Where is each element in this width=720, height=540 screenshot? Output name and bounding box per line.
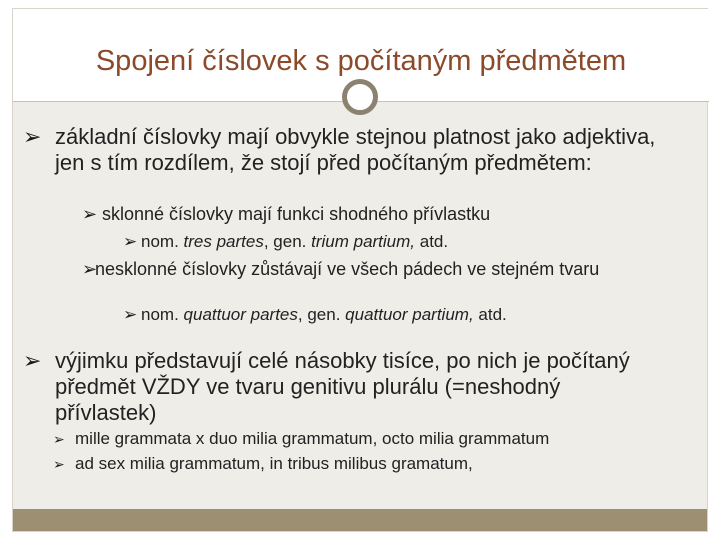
arrow-bullet-icon: ➢ bbox=[53, 431, 65, 447]
example-2-nom: quattuor partes bbox=[183, 305, 298, 324]
ring-ornament-icon bbox=[342, 79, 378, 115]
bullet-2-item-2: ad sex milia grammatum, in tribus milibus gramatum, bbox=[75, 454, 473, 473]
sub-bullet-2-text: nesklonné číslovky zůstávají ve všech pádech ve stejném tvaru bbox=[95, 259, 600, 279]
example-2-part: atd. bbox=[473, 305, 507, 324]
slide-title: Spojení číslovek s počítaným předmětem bbox=[95, 45, 627, 77]
footer-bar bbox=[13, 509, 707, 531]
arrow-bullet-icon: ➢ bbox=[23, 124, 42, 149]
arrow-bullet-icon: ➢ bbox=[123, 305, 138, 324]
example-1 bbox=[141, 231, 701, 252]
example-2 bbox=[141, 304, 701, 325]
example-2-part: nom. bbox=[141, 305, 184, 324]
example-1-part: , gen. bbox=[263, 232, 312, 251]
example-2-part: , gen. bbox=[297, 305, 346, 324]
example-2-gen: quattuor partium, bbox=[345, 305, 474, 324]
arrow-bullet-icon: ➢ bbox=[53, 456, 65, 472]
arrow-bullet-icon: ➢ bbox=[23, 348, 42, 373]
example-1-nom: tres partes bbox=[183, 232, 264, 251]
arrow-bullet-icon: ➢ bbox=[123, 232, 138, 251]
bullet-2-text: výjimku představují celé násobky tisíce, po nich je počítaný předmět VŽDY ve tvaru genitivu plurálu (=neshodný přívlastek) bbox=[55, 348, 630, 425]
example-1-part: atd. bbox=[415, 232, 449, 251]
arrow-bullet-icon: ➢ bbox=[82, 259, 98, 279]
slide bbox=[12, 8, 708, 532]
example-1-part: nom. bbox=[141, 232, 184, 251]
example-1-gen: trium partium, bbox=[311, 232, 416, 251]
arrow-bullet-icon: ➢ bbox=[82, 204, 98, 224]
bullet-1-text: základní číslovky mají obvykle stejnou platnost jako adjektiva, jen s tím rozdílem, že stojí před počítaným předmětem: bbox=[55, 124, 656, 175]
sub-bullet-1-text: sklonné číslovky mají funkci shodného přívlastku bbox=[102, 204, 491, 224]
bullet-2-item-1: mille grammata x duo milia grammatum, octo milia grammatum bbox=[75, 429, 550, 448]
